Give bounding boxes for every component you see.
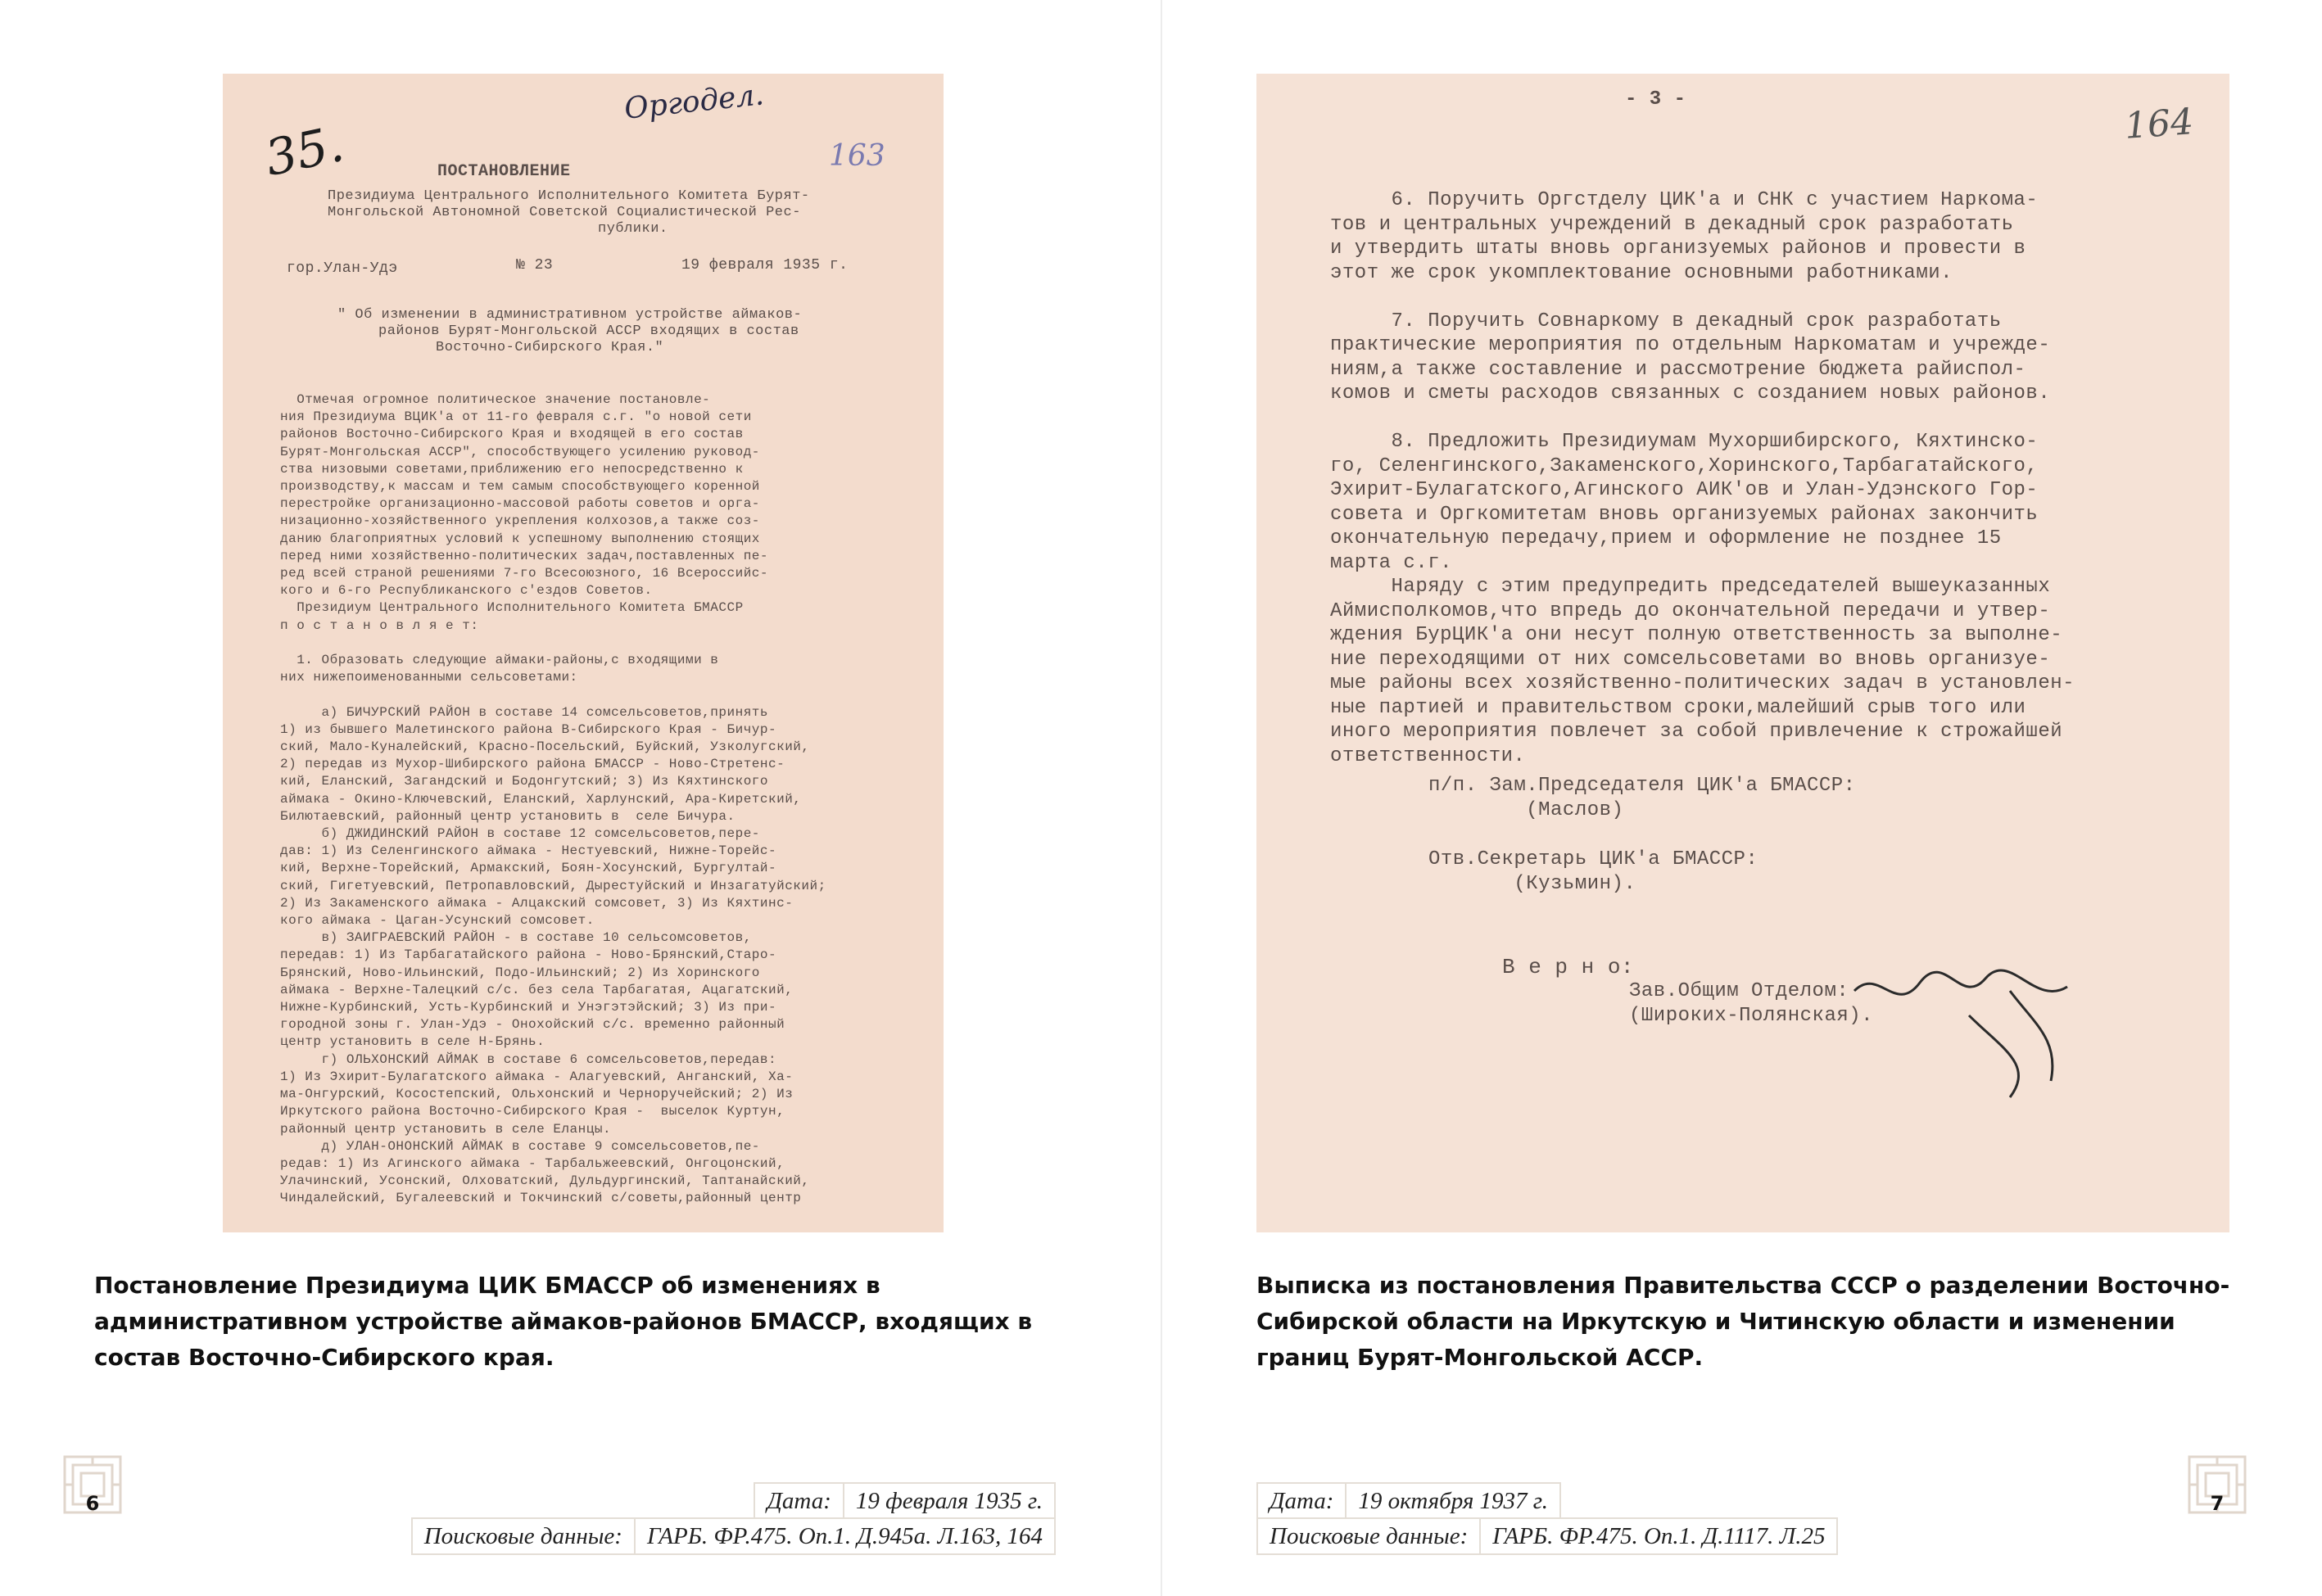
- subject-line: " Об изменении в административном устройстве аймаков-: [337, 307, 803, 323]
- document-line: них нижепоименованными сельсоветами:: [280, 670, 578, 685]
- document-line: г) ОЛЬХОНСКИЙ АЙМАК в составе 6 сомсельсоветов,передав:: [280, 1051, 777, 1067]
- document-line: Отмечая огромное политическое значение постановле-: [280, 392, 711, 407]
- handwritten-number: 35.: [260, 115, 349, 188]
- date-label: Дата:: [1258, 1484, 1347, 1518]
- document-line: Чиндалейский, Бугалеевский и Токчинский с/советы,районный центр: [280, 1191, 802, 1206]
- document-line: ния Президиума ВЦИК'а от 11-го февраля с.г. "о новой сети: [280, 409, 752, 425]
- document-line: районный центр установить в селе Еланцы.: [280, 1121, 612, 1137]
- document-line: Бурят-Монгольская АССР", способствующего усилению руковод-: [280, 444, 760, 459]
- subject-line: районов Бурят-Монгольской АССР входящих в состав: [378, 323, 799, 339]
- document-line: низационно-хозяйственного укрепления колхозов,а также соз-: [280, 513, 760, 529]
- search-value: ГАРБ. ФР.475. Оп.1. Д.1117. Л.25: [1492, 1523, 1826, 1549]
- document-line: ные партией и правительством сроки,малейший срыв того или: [1330, 696, 2026, 719]
- document-line: аймака - Верхне-Талецкий с/с. без села Тарбагатая, Ацагатский,: [280, 982, 794, 997]
- document-line: Эхирит-Булагатского,Агинского АИК'ов и Улан-Удэнского Гор-: [1330, 479, 2039, 501]
- document-line: Президиум Центрального Исполнительного Комитета БМАССР: [280, 600, 744, 616]
- date-value: 19 февраля 1935 г.: [855, 1488, 1043, 1514]
- document-line: [1330, 406, 2198, 431]
- left-search-row: [411, 1517, 1056, 1555]
- document-line: кий, Верхне-Торейский, Армакский, Боян-Хосунский, Бургултай-: [280, 861, 777, 876]
- document-line: кого аймака - Цаган-Усунский сомсовет.: [280, 913, 595, 929]
- signature-mark: [1846, 958, 2092, 1105]
- right-document-scan: [1256, 74, 2229, 1232]
- document-line: перестройке организационно-массовой работы советов и орга-: [280, 496, 760, 512]
- page-number: 6: [85, 1492, 100, 1515]
- document-line: [1330, 285, 2198, 310]
- search-value: ГАРБ. ФР.475. Оп.1. Д.945а. Л.163, 164: [646, 1523, 1043, 1549]
- header-line: Президиума Центрального Исполнительного Комитета Бурят-: [328, 188, 810, 204]
- document-line: дав: 1) Из Селенгинского аймака - Нестуевский, Нижне-Торейс-: [280, 843, 777, 859]
- document-line: ниям,а также составление и рассмотрение бюджета райиспол-: [1330, 358, 2026, 381]
- document-header: [328, 188, 810, 237]
- attest-block: [1629, 979, 1873, 1029]
- document-line: 1. Образовать следующие аймаки-районы,с входящими в: [280, 653, 719, 668]
- document-line: Нижне-Курбинский, Усть-Курбинский и Унэгэтэйский; 3) Из при-: [280, 1000, 777, 1015]
- right-caption: Выписка из постановления Правительства СССР о разделении Восточно-Сибирской области на Иркутскую и Читинскую области и изменении границ Бурят-Монгольской АССР.: [1256, 1272, 2230, 1371]
- document-line: ства низовыми советами,приближению его непосредственно к: [280, 461, 744, 477]
- sheet-number: 164: [2123, 101, 2195, 147]
- page-number: 7: [2210, 1492, 2225, 1515]
- document-line: 8. Предложить Президиумам Мухоршибирского, Кяхтинско-: [1330, 431, 2039, 453]
- document-line: аймака - Окино-Ключевский, Еланский, Хаpлунский, Ара-Киретский,: [280, 791, 802, 807]
- document-line: 1) Из Эхирит-Булагатского аймака - Алагуевский, Анганский, Ха-: [280, 1069, 794, 1084]
- document-line: кий, Еланский, Загандский и Бодонгутский; 3) Из Кяхтинского: [280, 774, 768, 789]
- search-label: Поисковые данные:: [413, 1519, 636, 1553]
- document-line: ответственности.: [1330, 744, 1526, 767]
- document-line: тов и центральных учреждений в декадный срок разработать: [1330, 213, 2014, 236]
- right-date-row: [1256, 1482, 1561, 1520]
- attest-word: В е р н о:: [1502, 955, 1635, 979]
- document-line: передав: 1) Из Тарбагатайского района - Ново-Брянский,Старо-: [280, 947, 777, 963]
- document-body: [280, 391, 935, 1208]
- document-line: Билютаевский, районный центр установить в селе Бичура.: [280, 808, 736, 824]
- document-line: 7. Поручить Совнаркому в декадный срок разработать: [1330, 310, 2002, 332]
- right-page: [1162, 0, 2322, 1596]
- page-marker: - 3 -: [1625, 88, 1686, 111]
- document-line: д) УЛАН-ОНОНСКИЙ АЙМАК в составе 9 сомсельсоветов,пе-: [280, 1138, 760, 1154]
- document-line: марта с.г.: [1330, 551, 1453, 574]
- document-line: совета и Оргкомитетам вновь организуемых районах закончить: [1330, 503, 2039, 526]
- document-line: ма-Онгурский, Косостепский, Ольхонский и Черноручейский; 2) Из: [280, 1087, 794, 1102]
- date-value: 19 октября 1937 г.: [1358, 1488, 1548, 1514]
- document-line: центр установить в селе Н-Брянь.: [280, 1034, 545, 1050]
- document-line: этот же срок укомплектование основными работниками.: [1330, 261, 1953, 284]
- document-line: Брянский, Ново-Ильинский, Подо-Ильинский; 2) Из Хоринского: [280, 965, 760, 980]
- document-line: [280, 635, 935, 652]
- document-line: а) БИЧУРСКИЙ РАЙОН в составе 14 сомсельсоветов,принять: [280, 704, 768, 720]
- document-line: комов и сметы расходов связанных с созданием новых районов.: [1330, 382, 2051, 405]
- subject-line: Восточно-Сибирского Края.": [436, 340, 664, 355]
- document-line: ский, Мало-Куналейский, Красно-Посельский, Буйский, Узколугский,: [280, 739, 810, 755]
- sheet-number: 163: [829, 139, 885, 173]
- document-line: районов Восточно-Сибирского Края и входящей в его состав: [280, 427, 744, 442]
- document-line: иного мероприятия повлечет за собой привлечение к строжайшей: [1330, 721, 2063, 743]
- document-line: 2) передав из Мухор-Шибирского района БМАССР - Ново-Стретенс-: [280, 757, 785, 772]
- document-line: редав: 1) Из Агинского аймака - Тарбальжеевский, Онгоцонский,: [280, 1155, 785, 1171]
- header-line: публики.: [598, 221, 668, 237]
- document-line: ждения БурЦИК'а они несут полную ответственность за выполне-: [1330, 624, 2063, 646]
- handwritten-note: Оргодел.: [622, 78, 766, 126]
- left-document-scan: [223, 74, 944, 1232]
- document-line: производству,к массам и тем самым способствующего коренной: [280, 479, 760, 495]
- left-date-row: [754, 1482, 1056, 1520]
- document-line: окончательную передачу,прием и оформление не позднее 15: [1330, 527, 2002, 549]
- document-line: [1428, 823, 1856, 848]
- document-line: в) ЗАИГРАЕВСКИЙ РАЙОН - в составе 10 сельсомсоветов,: [280, 930, 752, 946]
- document-line: (Широких-Полянская).: [1629, 1005, 1874, 1027]
- document-line: Улачинский, Усонский, Олховатский, Дульдургинский, Таптанайский,: [280, 1173, 810, 1189]
- document-date: 19 февраля 1935 г.: [681, 257, 849, 274]
- document-line: перед ними хозяйственно-политических задач,поставленных пе-: [280, 548, 768, 563]
- document-line: б) ДЖИДИНСКИЙ РАЙОН в составе 12 сомсельсоветов,пере-: [280, 826, 760, 842]
- document-line: [280, 686, 935, 703]
- document-number: № 23: [516, 257, 554, 274]
- date-label: Дата:: [755, 1484, 844, 1518]
- document-line: ред всей страной решениями 7-го Всесоюзного, 16 Всероссийс-: [280, 566, 768, 581]
- document-line: Иркутского района Восточно-Сибирского Края - выселок Куртун,: [280, 1104, 785, 1119]
- document-body: [1330, 188, 2198, 768]
- document-line: городной зоны г. Улан-Удэ - Онохойский с/с. временно районный: [280, 1017, 785, 1033]
- document-title: ПОСТАНОВЛЕНИЕ: [437, 162, 571, 181]
- document-line: и утвердить штаты вновь организуемых районов и провести в: [1330, 237, 2026, 260]
- document-line: 1) из бывшего Малетинского района В-Сибирского Края - Бичур-: [280, 721, 777, 737]
- right-search-row: [1256, 1517, 1838, 1555]
- document-line: ский, Гигетуевский, Петропавловский, Дырестуйский и Инзагатуйский;: [280, 878, 826, 893]
- document-line: 2) Из Закаменского аймака - Алцакский сомсовет, 3) Из Кяхтинс-: [280, 895, 794, 911]
- left-caption: Постановление Президиума ЦИК БМАССР об изменениях в административном устройстве аймаков-районов БМАССР, входящих в состав Восточно-Сибирского края.: [94, 1272, 1033, 1371]
- document-line: практические мероприятия по отдельным Наркоматам и учрежде-: [1330, 334, 2051, 356]
- document-line: кого и 6-го Республиканского с'ездов Советов.: [280, 583, 653, 599]
- document-line: п о с т а н о в л я е т:: [280, 617, 479, 633]
- search-label: Поисковые данные:: [1258, 1519, 1481, 1553]
- document-place: гор.Улан-Удэ: [287, 260, 398, 277]
- document-line: п/п. Зам.Председателя ЦИК'а БМАССР:: [1428, 775, 1856, 797]
- document-line: Аймисполкомов,что впредь до окончательной передачи и утвер-: [1330, 599, 2051, 622]
- document-line: го, Селенгинского,Закаменского,Хоринского,Тарбагатайского,: [1330, 454, 2039, 477]
- document-line: мые районы всех хозяйственно-политических задач в установлен-: [1330, 672, 2075, 694]
- document-line: Наряду с этим предупредить председателей вышеуказанных: [1330, 576, 2051, 598]
- document-line: данию благоприятных условий к успешному выполнению стоящих: [280, 531, 760, 546]
- signature-block: [1428, 774, 1856, 897]
- document-line: (Маслов): [1428, 799, 1624, 821]
- document-line: 6. Поручить Оргстделу ЦИК'а и СНК с участием Наркома-: [1330, 189, 2039, 211]
- document-line: (Кузьмин).: [1428, 873, 1636, 895]
- document-line: Отв.Секретарь ЦИК'а БМАССР:: [1428, 848, 1758, 870]
- document-subject: [337, 307, 802, 356]
- header-line: Монгольской Автономной Советской Социалистической Рес-: [328, 205, 801, 220]
- document-line: ние переходящими от них сомсельсоветами во вновь организуе-: [1330, 648, 2051, 671]
- document-line: Зав.Общим Отделом:: [1629, 980, 1849, 1002]
